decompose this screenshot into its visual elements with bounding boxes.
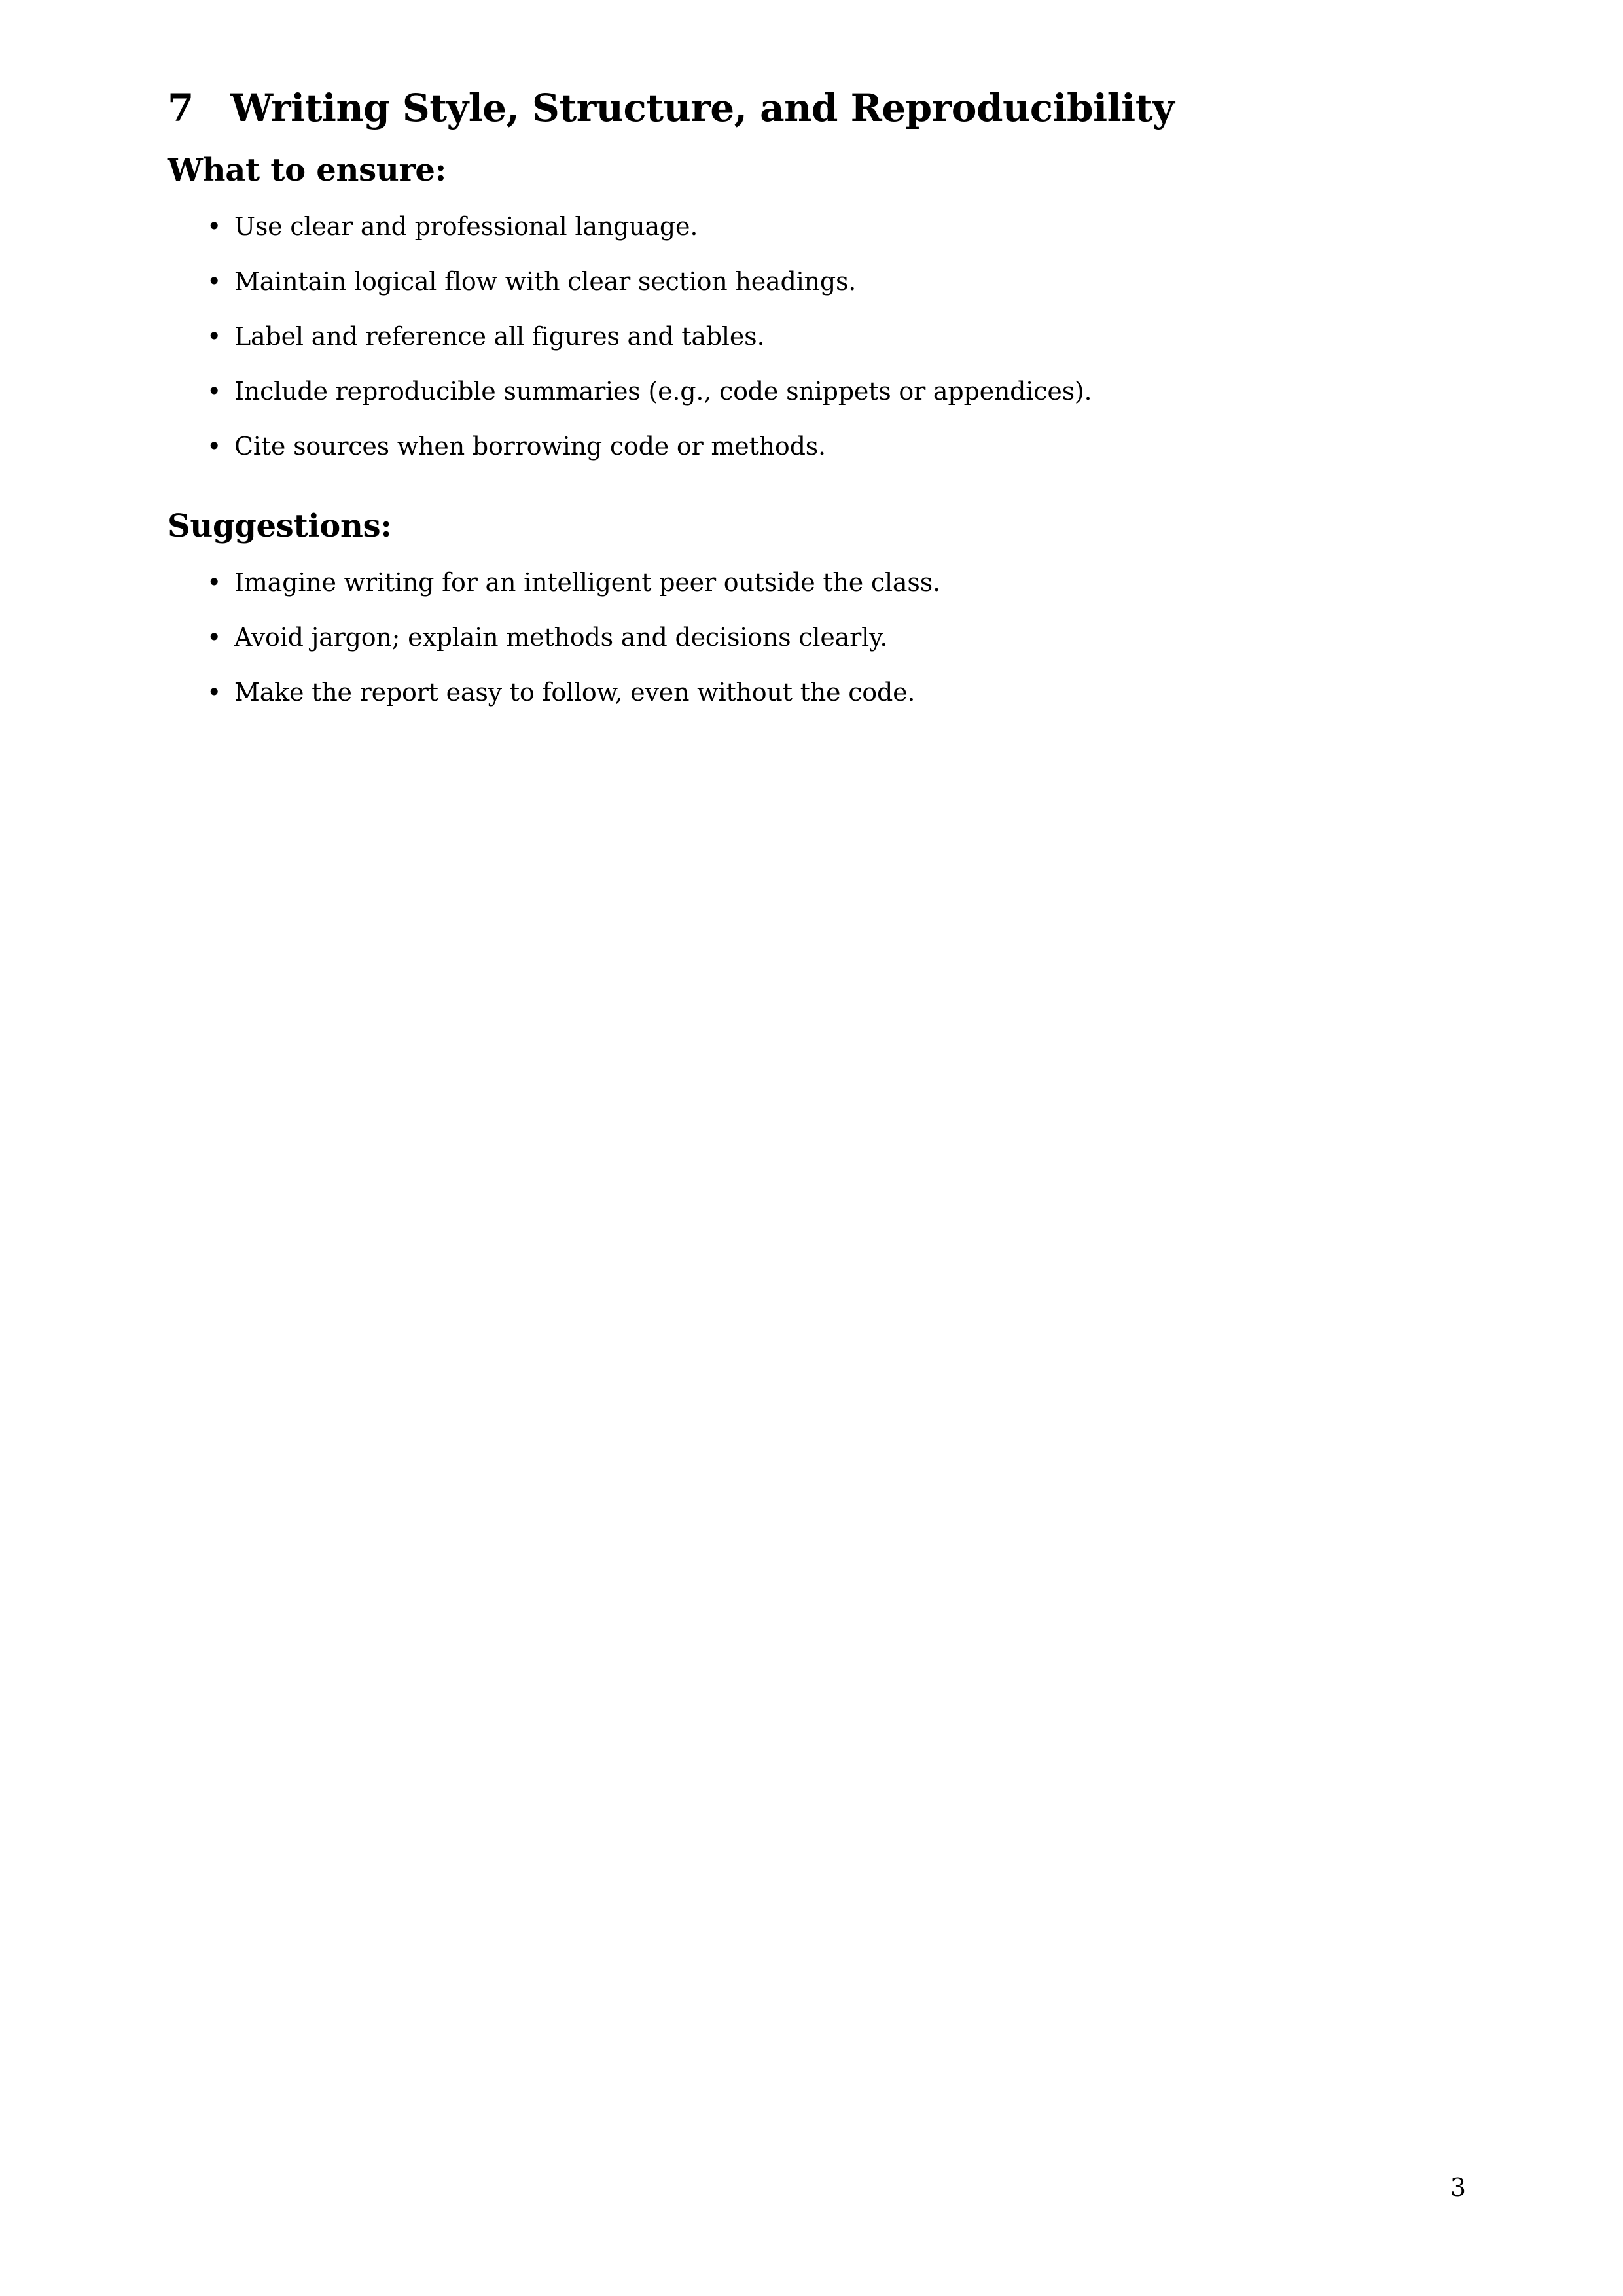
ensure-list-item (168, 419, 1455, 474)
page-number: 3 (1450, 2173, 1466, 2202)
ensure-list-item (168, 254, 1455, 309)
ensure-item-text: Label and reference all figures and tables. (234, 322, 765, 351)
ensure-list-item (168, 199, 1455, 254)
ensure-list-item (168, 309, 1455, 364)
suggestion-item-text: Imagine writing for an intelligent peer outside the class. (234, 568, 940, 597)
ensure-list (168, 199, 1455, 474)
ensure-item-text: Use clear and professional language. (234, 212, 698, 241)
suggestions-list-item (168, 555, 1455, 610)
bullet-icon: • (207, 212, 222, 241)
bullet-icon: • (207, 568, 222, 597)
section-title: Writing Style, Structure, and Reproducibility (230, 86, 1175, 130)
suggestions-list (168, 555, 1455, 720)
bullet-icon: • (207, 322, 222, 351)
section-number: 7 (168, 86, 194, 130)
bullet-icon: • (207, 623, 222, 652)
section-heading (168, 79, 1455, 137)
ensure-heading: What to ensure: (168, 152, 447, 188)
suggestions-list-item (168, 610, 1455, 665)
suggestion-item-text: Avoid jargon; explain methods and decisions clearly. (234, 623, 888, 652)
bullet-icon: • (207, 678, 222, 707)
suggestion-item-text: Make the report easy to follow, even without the code. (234, 678, 916, 707)
ensure-list-item (168, 364, 1455, 419)
bullet-icon: • (207, 377, 222, 406)
suggestions-heading: Suggestions: (168, 508, 392, 544)
bullet-icon: • (207, 432, 222, 461)
ensure-item-text: Maintain logical flow with clear section headings. (234, 267, 857, 296)
page-content (168, 79, 1455, 720)
suggestions-list-item (168, 665, 1455, 720)
bullet-icon: • (207, 267, 222, 296)
ensure-item-text: Cite sources when borrowing code or methods. (234, 432, 826, 461)
ensure-item-text: Include reproducible summaries (e.g., code snippets or appendices). (234, 377, 1092, 406)
